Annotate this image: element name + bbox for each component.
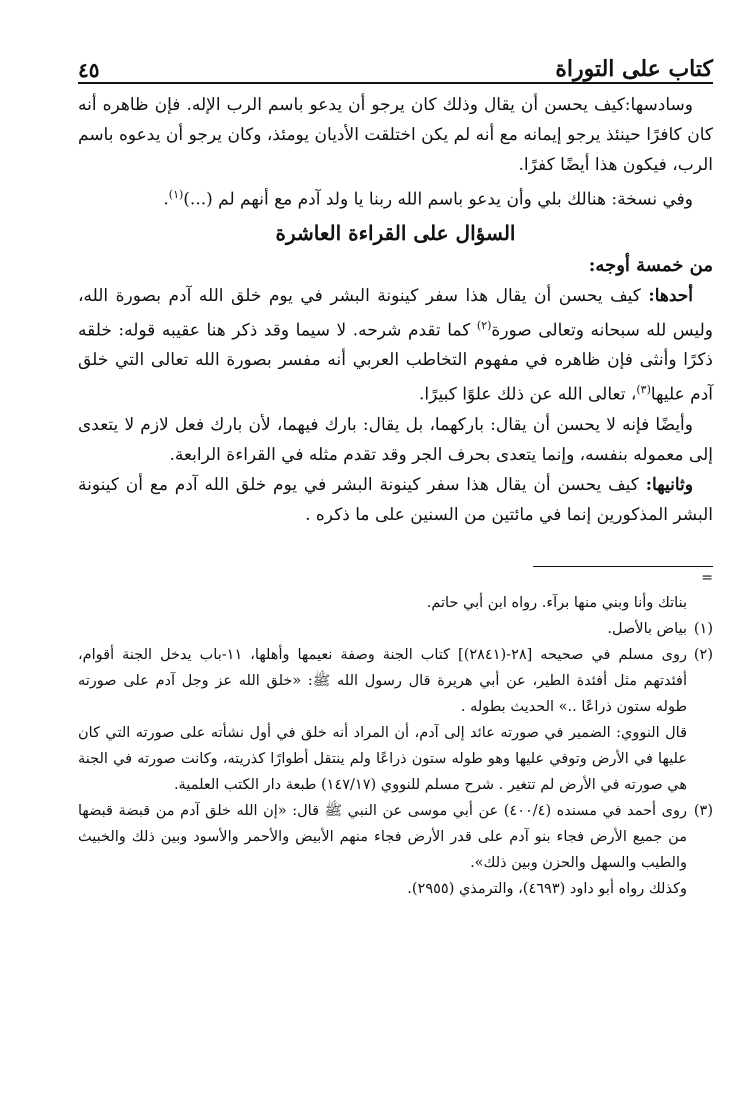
footnote-ref-1[interactable]: (١) bbox=[168, 188, 184, 201]
footnote-1-number: (١) bbox=[693, 620, 713, 637]
footnote-3-number: (٣) bbox=[693, 802, 713, 819]
footnote-2 bbox=[78, 642, 713, 798]
section-heading: السؤال على القراءة العاشرة bbox=[275, 220, 516, 245]
footnotes bbox=[78, 590, 713, 902]
footnote-1-text: بياض بالأصل. bbox=[607, 620, 687, 637]
first-text-b: كما تقدم شرحه. لا سيما وقد ذكر هنا عقيبه قوله: خلقه ذكرًا وأنثى فإن ظاهره في مفهوم التخاطب العربي أنه مفسر بصورة الله تعالى التي خلق آدم عليها bbox=[78, 320, 713, 405]
footnote-1 bbox=[78, 616, 713, 642]
paragraph-variant bbox=[78, 180, 713, 215]
paragraph-sixth: وسادسها:كيف يحسن أن يقال وذلك كان يرجو أن يدعو باسم الرب الإله. فإن ظاهره أنه كان كافرًا حينئذ يرجو إيمانه مع أنه لم يكن اختلقت الأديان يومئذ، وكان يرجو أن يدعوه باسم الرب، فيكون هذا أيضًا كفرًا. bbox=[78, 95, 713, 175]
first-text-c: ، تعالى الله عن ذلك علوًا كبيرًا. bbox=[419, 384, 637, 405]
footnote-3 bbox=[78, 798, 713, 902]
paragraph-also: وأيضًا فإنه لا يحسن أن يقال: باركهما، بل يقال: بارك فيهما، لأن بارك فعل لازم لا يتعدى إلى معموله بنفسه، وإنما يتعدى بحرف الجر وقد تقدم مثله في القراءة الرابعة. bbox=[78, 414, 713, 465]
footnote-ref-3[interactable]: (٣) bbox=[636, 383, 651, 397]
page-number: ٤٥ bbox=[78, 58, 100, 82]
first-lead: أحدها: bbox=[648, 285, 693, 306]
footnote-3-text-a: روى أحمد في مسنده (٤٠٠/٤) عن أبي موسى عن النبي ﷺ قال: «إن الله خلق آدم من قبضة قبضها من جميع الأرض فجاء بنو آدم على قدر الأرض فجاء منهم الأبيض والأحمر والأسود وبين ذلك والخبيث والطيب والسهل والحزن وبين ذلك». bbox=[78, 802, 687, 871]
section-intro: من خمسة أوجه: bbox=[588, 254, 713, 276]
footnote-ref-2[interactable]: (٢) bbox=[476, 318, 492, 332]
separator-line bbox=[533, 566, 713, 567]
continuation-mark: = bbox=[701, 569, 713, 586]
footnote-separator bbox=[78, 530, 713, 590]
variant-end: . bbox=[163, 189, 169, 210]
paragraph-second bbox=[78, 470, 713, 530]
first-text-a: كيف يحسن أن يقال هذا سفر كينونة البشر في يوم خلق الله آدم بصورة الله، وليس لله سبحانه وتعالى صورة bbox=[78, 285, 714, 341]
footnote-continuation: بناتك وأنا وبني منها برآء. رواه ابن أبي حاتم. bbox=[426, 594, 687, 611]
running-title: كتاب على التوراة bbox=[555, 56, 713, 82]
footnote-3-text-b: وكذلك رواه أبو داود (٤٦٩٣)، والترمذي (٢٩٥٥). bbox=[407, 880, 687, 897]
paragraph-first bbox=[78, 281, 713, 410]
running-header bbox=[78, 40, 713, 84]
main-text bbox=[78, 90, 713, 530]
second-text: كيف يحسن أن يقال هذا سفر كينونة البشر في يوم خلق الله آدم مع أن كينونة البشر المذكورين إنما في مائتين من السنين على ما ذكره . bbox=[78, 474, 713, 525]
second-lead: وثانيها: bbox=[645, 474, 693, 495]
variant-text: وفي نسخة: هنالك بلي وأن يدعو باسم الله ربنا يا ولد آدم مع أنهم لم (...) bbox=[183, 189, 693, 210]
book-page bbox=[78, 40, 713, 1080]
footnote-2-text-b: قال النووي: الضمير في صورته عائد إلى آدم، أن المراد أنه خلق في أول نشأته على صورته التي كان عليها في الأرض وتوفي عليها وهو طوله ستون ذراعًا ولم ينتقل أطوارًا كذريته، وكانت صورته في الجنة هي صورته في الأرض لم تتغير . شرح مسلم للنووي (١٤٧/١٧) طبعة دار الكتب العلمية. bbox=[78, 724, 687, 793]
footnote-2-text-a: روى مسلم في صحيحه [٢٨-(٢٨٤١)] كتاب الجنة وصفة نعيمها وأهلها، ١١-باب يدخل الجنة أقوام، أفئدتهم مثل أفئدة الطير، عن أبي هريرة قال رسول الله ﷺ: «خلق الله عز وجل آدم على صورته طوله ستون ذراعًا ..» الحديث بطوله . bbox=[78, 646, 687, 715]
footnote-2-number: (٢) bbox=[693, 646, 713, 663]
